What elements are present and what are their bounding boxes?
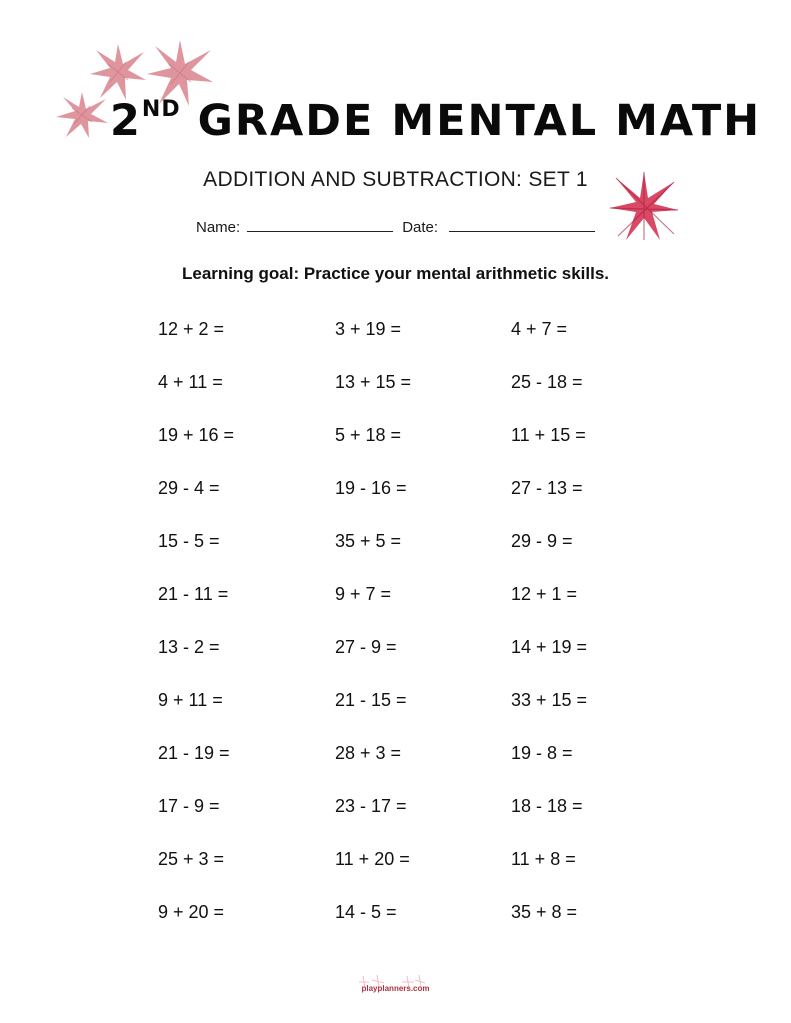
footer <box>0 976 791 998</box>
math-problem: 9 + 11 = <box>158 690 223 710</box>
math-problem: 11 + 20 = <box>335 849 410 869</box>
math-problem: 11 + 8 = <box>511 849 576 869</box>
star-icon <box>54 90 110 140</box>
math-problem: 4 + 11 = <box>158 372 223 392</box>
math-problem: 35 + 5 = <box>335 531 402 551</box>
math-problem: 27 - 9 = <box>335 637 397 657</box>
name-date-row <box>196 217 595 236</box>
title-text: GRADE MENTAL MATH <box>197 96 762 146</box>
math-problem: 33 + 15 = <box>511 690 588 710</box>
math-problem: 21 - 11 = <box>158 584 229 604</box>
name-label: Name: <box>196 219 241 236</box>
problem-grid <box>158 319 631 955</box>
subtitle: ADDITION AND SUBTRACTION: SET 1 <box>203 168 588 191</box>
footer-url: playplanners.com <box>361 984 430 993</box>
date-label: Date: <box>402 219 439 236</box>
math-problem: 13 - 2 = <box>158 637 220 657</box>
title-number: 2 <box>110 96 142 146</box>
math-problem: 4 + 7 = <box>511 319 568 339</box>
math-problem: 14 + 19 = <box>511 637 588 657</box>
math-problem: 14 - 5 = <box>335 902 397 922</box>
math-problem: 19 + 16 = <box>158 425 235 445</box>
math-problem: 19 - 16 = <box>335 478 407 498</box>
math-problem: 9 + 20 = <box>158 902 225 922</box>
math-problem: 29 - 9 = <box>511 531 573 551</box>
math-problem: 29 - 4 = <box>158 478 220 498</box>
learning-goal: Learning goal: Practice your mental arithmetic skills. <box>181 264 610 283</box>
math-problem: 27 - 13 = <box>511 478 583 498</box>
math-problem: 25 + 3 = <box>158 849 225 869</box>
page-title <box>110 96 762 146</box>
footer-logo <box>357 976 433 998</box>
math-problem: 11 + 15 = <box>511 425 586 445</box>
math-problem: 23 - 17 = <box>335 796 407 816</box>
math-problem: 3 + 19 = <box>335 319 402 339</box>
math-problem: 13 + 15 = <box>335 372 412 392</box>
math-problem: 18 - 18 = <box>511 796 583 816</box>
math-problem: 19 - 8 = <box>511 743 573 763</box>
date-field-line[interactable] <box>449 217 595 232</box>
math-problem: 28 + 3 = <box>335 743 402 763</box>
math-problem: 9 + 7 = <box>335 584 392 604</box>
math-problem: 25 - 18 = <box>511 372 583 392</box>
name-field-line[interactable] <box>247 217 393 232</box>
math-problem: 21 - 15 = <box>335 690 407 710</box>
math-problem: 15 - 5 = <box>158 531 220 551</box>
math-problem: 12 + 1 = <box>511 584 578 604</box>
title-superscript: ND <box>141 96 181 122</box>
math-problem: 35 + 8 = <box>511 902 578 922</box>
math-problem: 5 + 18 = <box>335 425 402 445</box>
math-problem: 12 + 2 = <box>158 319 225 339</box>
math-problem: 21 - 19 = <box>158 743 230 763</box>
math-problem: 17 - 9 = <box>158 796 220 816</box>
